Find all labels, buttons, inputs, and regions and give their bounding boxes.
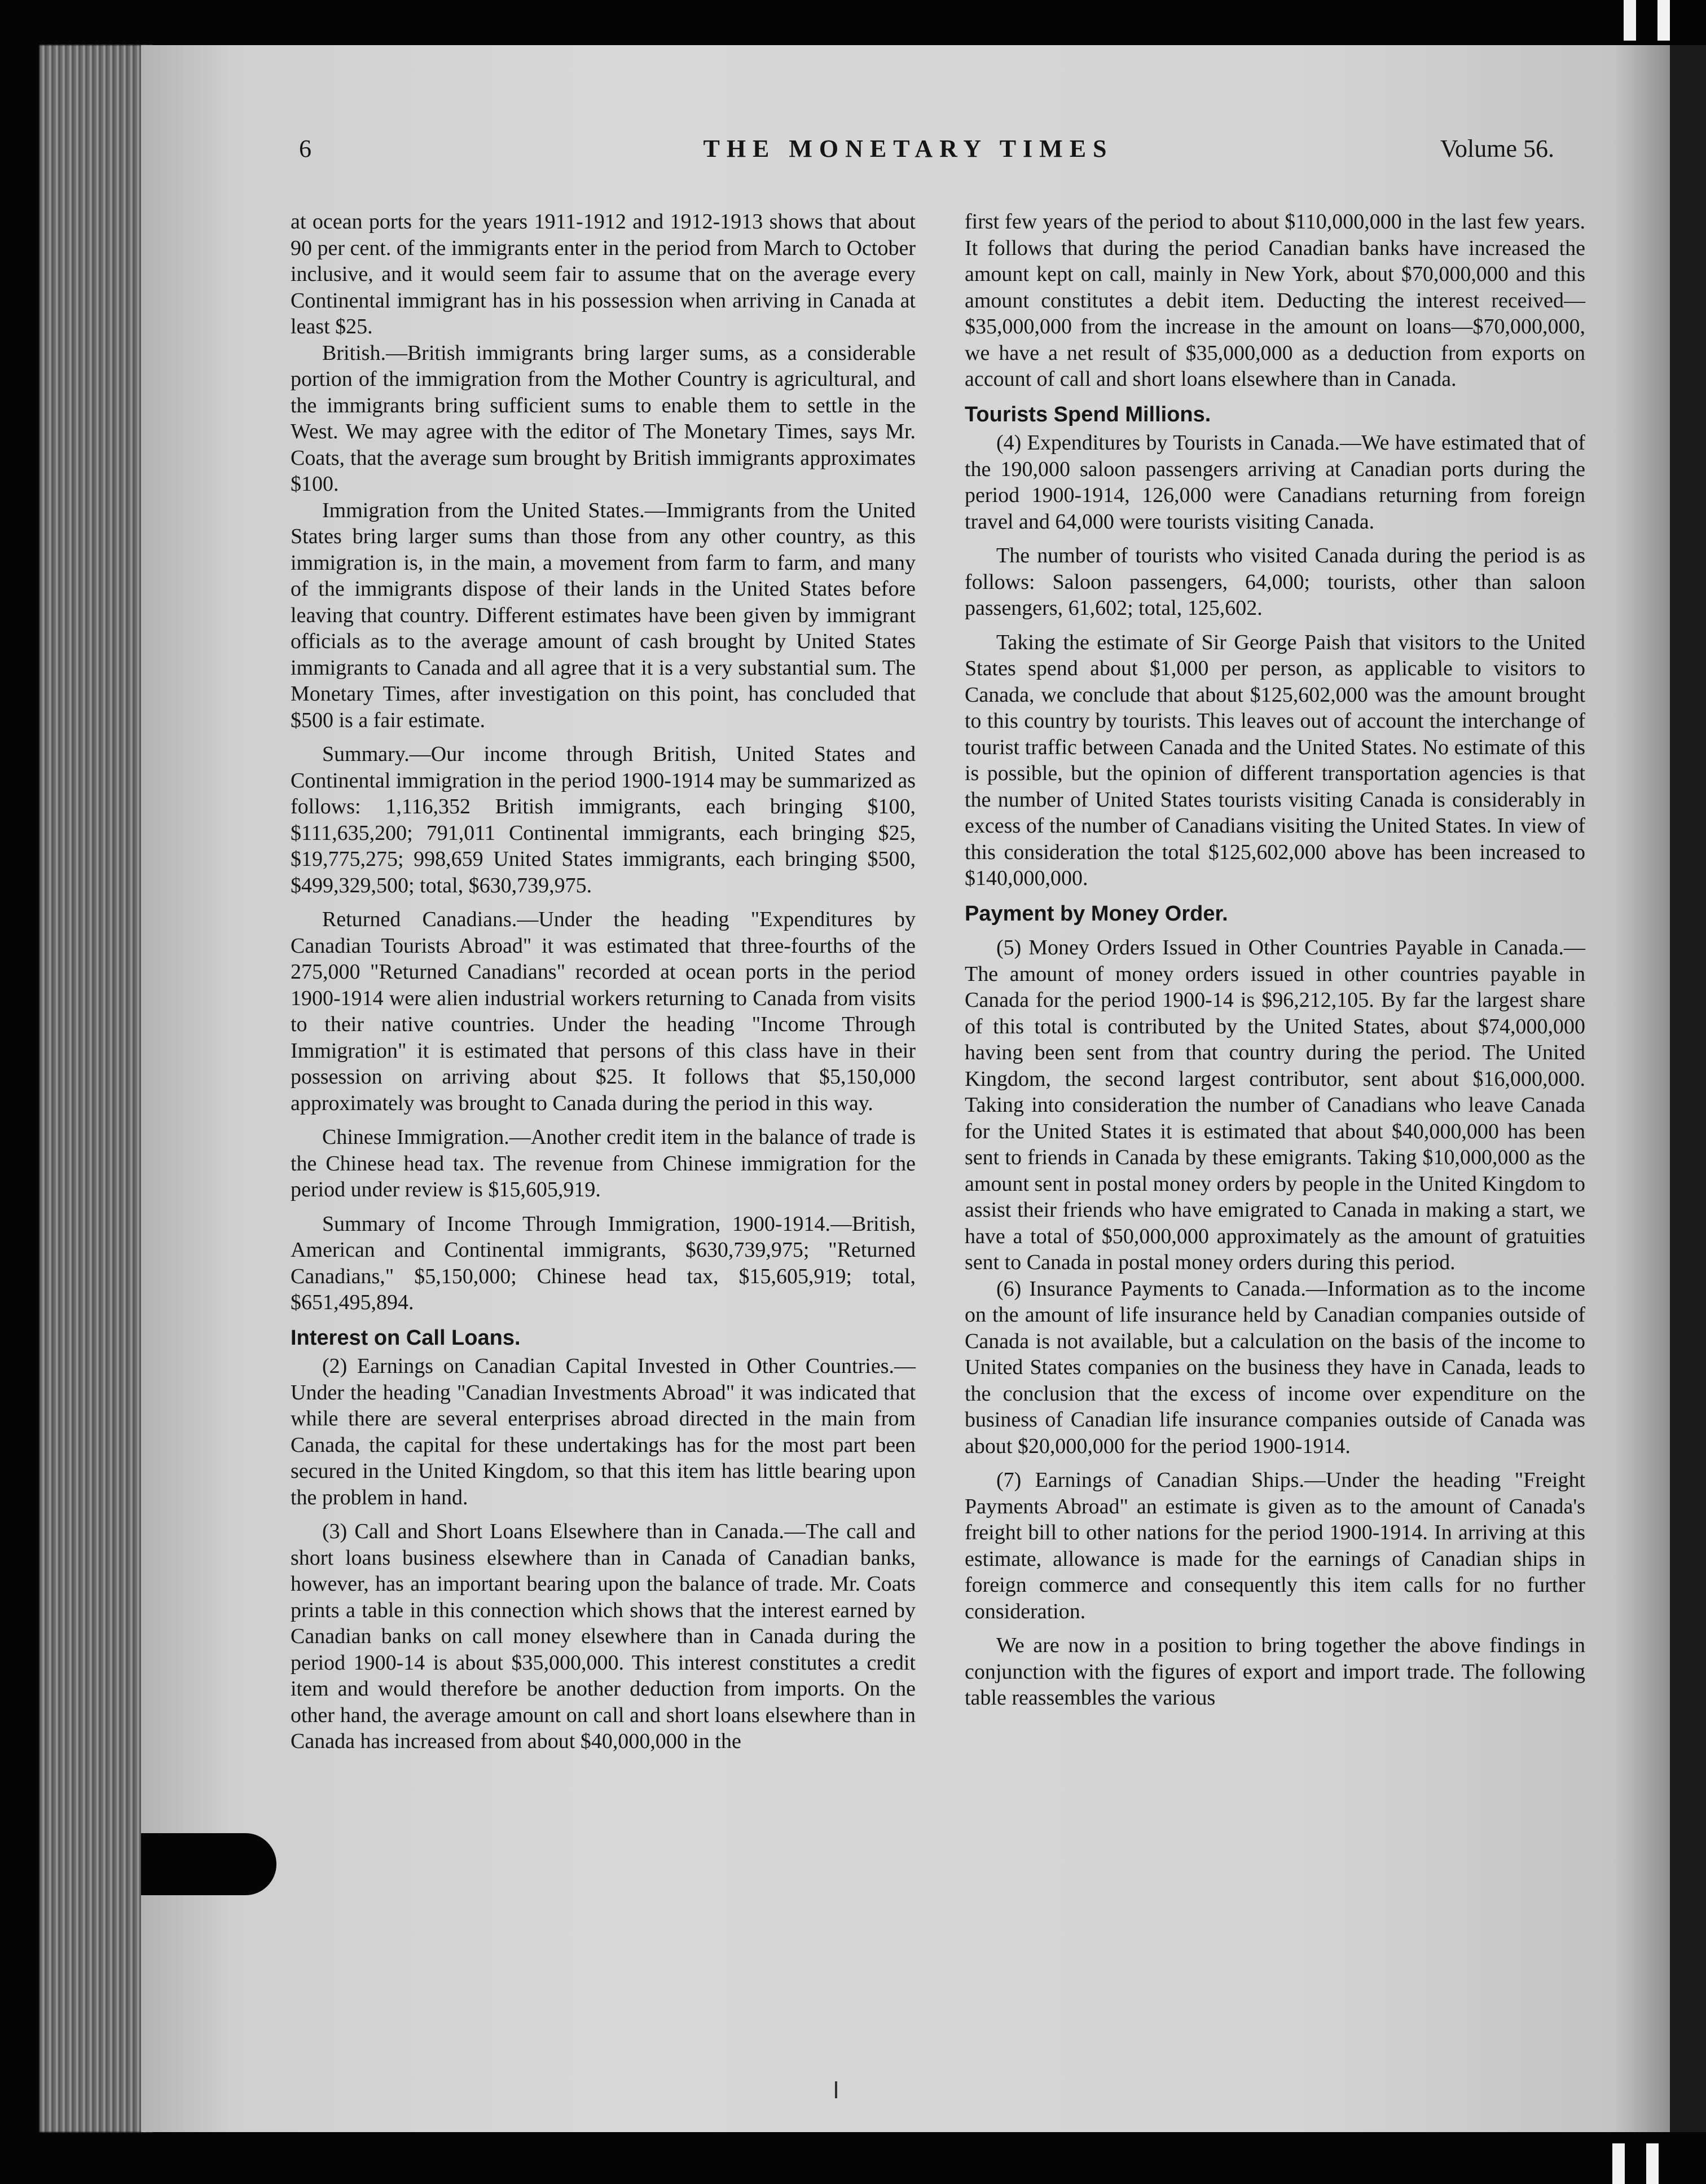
- paragraph: The number of tourists who visited Canada during the period is as follows: Saloon passengers, 64,000; tourists, other than saloon passengers, 61,602; total, 125,602.: [965, 544, 1585, 620]
- paragraph: Returned Canadians.—Under the heading "Expenditures by Canadian Tourists Abroad" it was estimated that three-fourths of the 275,000 "Returned Canadians" recorded at ocean ports in the period 1900-1914 were alien industrial workers returning to Canada from visits to their native countries. Under the heading "Income Through Immigration" it is estimated that persons of this class have in their possession on arriving about $25. It follows that $5,150,000 approximately was brought to Canada during the period in this way.: [291, 908, 916, 1115]
- paragraph: Summary.—Our income through British, United States and Continental immigration in the period 1900-1914 may be summarized as follows: 1,116,352 British immigrants, each bringing $100, $111,635,200; 791,011 Continental immigrants, each bringing $25, $19,775,275; 998,659 United States immigrants, each bringing $500, $499,329,500; total, $630,739,975.: [291, 742, 916, 897]
- book-page-edges: [39, 45, 152, 2132]
- paragraph: Taking the estimate of Sir George Paish that visitors to the United States spend about $1,000 per person, as applicable to visitors to Canada, we conclude that about $125,602,000 was the amount brought to this country by tourists. This leaves out of account the interchange of tourist traffic between Canada and the United States. No estimate of this is possible, but the opinion of different transportation agencies is that the number of United States tourists visiting Canada is considerably in excess of the number of Canadians visiting the United States. In view of this consideration the total $125,602,000 above has been increased to $140,000,000.: [965, 630, 1585, 890]
- paragraph: first few years of the period to about $110,000,000 in the last few years. It follows that during the period Canadian banks have increased the amount kept on call, mainly in New York, about $70,000,000 and this amount constitutes a debit item. Deducting the interest received—$35,000,000 from the increase in the amount on loans—$70,000,000, we have a net result of $35,000,000 as a deduction from exports on account of call and short loans elsewhere than in Canada.: [965, 210, 1585, 391]
- corner-crop-mark: [1657, 0, 1670, 41]
- paragraph: at ocean ports for the years 1911-1912 and 1912-1913 shows that about 90 per cent. of the immigrants enter in the period from March to October inclusive, and it would seem fair to assume that on the average every Continental immigrant has in his possession when arriving in Canada at least $25.: [291, 210, 916, 338]
- paragraph: (6) Insurance Payments to Canada.—Information as to the income on the amount of life insurance held by Canadian companies outside of Canada is not available, but a calculation on the basis of the income to United States companies on the business they have in Canada, leads to the conclusion that the excess of income over expenditure on the business of Canadian life insurance companies outside of Canada was about $20,000,000 for the period 1900-1914.: [965, 1276, 1585, 1458]
- volume-label: Volume 56.: [1440, 135, 1554, 162]
- paragraph: (7) Earnings of Canadian Ships.—Under the heading "Freight Payments Abroad" an estimate is given as to the amount of Canada's freight bill to other nations for the period 1900-1914. In arriving at this estimate, allowance is made for the earnings of Canadian ships in foreign commerce and consequently this item calls for no further consideration.: [965, 1468, 1585, 1623]
- section-heading: Payment by Money Order.: [965, 901, 1228, 926]
- paragraph: Chinese Immigration.—Another credit item in the balance of trade is the Chinese head tax. The revenue from Chinese immigration for the period under review is $15,605,919.: [291, 1125, 916, 1201]
- corner-crop-mark: [1612, 2143, 1625, 2184]
- paragraph: (4) Expenditures by Tourists in Canada.—We have estimated that of the 190,000 saloon passengers arriving at Canadian ports during the period 1900-1914, 126,000 were Canadians returning from foreign travel and 64,000 were tourists visiting Canada.: [965, 431, 1585, 534]
- paragraph: Immigration from the United States.—Immigrants from the United States bring larger sums than those from any other country, as this immigration is, in the main, a movement from farm to farm, and many of the immigrants dispose of their lands in the United States before leaving that country. Different estimates have been given by immigrant officials as to the average amount of cash brought by United States immigrants to Canada and all agree that it is a very substantial sum. The Monetary Times, after investigation on this point, has concluded that $500 is a fair estimate.: [291, 498, 916, 732]
- thumb-shadow: [141, 1833, 276, 1895]
- page-number: 6: [299, 135, 311, 162]
- paragraph: (3) Call and Short Loans Elsewhere than in Canada.—The call and short loans business elsewhere than in Canada of Canadian banks, however, has an important bearing upon the balance of trade. Mr. Coats prints a table in this connection which shows that the interest earned by Canadian banks on call money elsewhere than in Canada during the period 1900-14 is about $35,000,000. This interest constitutes a credit item and would therefore be another deduction from imports. On the other hand, the average amount on call and short loans elsewhere than in Canada has increased from about $40,000,000 in the: [291, 1520, 916, 1753]
- paragraph: (2) Earnings on Canadian Capital Invested in Other Countries.—Under the heading "Canadian Investments Abroad" it was indicated that while there are several enterprises abroad directed in the main from Canada, the capital for these undertakings has for the most part been secured in the United Kingdom, so that this item has little bearing upon the problem in hand.: [291, 1354, 916, 1509]
- corner-crop-mark: [1646, 2143, 1659, 2184]
- scanner-edge: [1670, 45, 1706, 2132]
- right-column: [965, 209, 1585, 1711]
- section-heading: Tourists Spend Millions.: [965, 402, 1211, 426]
- paragraph: Summary of Income Through Immigration, 1900-1914.—British, American and Continental immigrants, $630,739,975; "Returned Canadians," $5,150,000; Chinese head tax, $15,605,919; total, $651,495,894.: [291, 1212, 916, 1314]
- running-header: [141, 134, 1676, 185]
- printer-mark: [835, 2081, 837, 2098]
- section-heading: Interest on Call Loans.: [291, 1326, 521, 1350]
- paragraph: British.—British immigrants bring larger sums, as a considerable portion of the immigration from the Mother Country is agricultural, and the immigrants bring sufficient sums to enable them to settle in the West. We may agree with the editor of The Monetary Times, says Mr. Coats, that the average sum brought by British immigrants approximates $100.: [291, 341, 916, 496]
- publication-title: THE MONETARY TIMES: [703, 135, 1114, 162]
- paragraph: (5) Money Orders Issued in Other Countries Payable in Canada.—The amount of money orders issued in other countries payable in Canada for the period 1900-14 is $96,212,105. By far the largest share of this total is contributed by the United States, about $74,000,000 having been sent from that country during the period. The United Kingdom, the second largest contributor, sent about $16,000,000. Taking into consideration the number of Canadians who leave Canada for the United States it is estimated that about $40,000,000 has been sent to friends in Canada by these emigrants. Taking $10,000,000 as the amount sent in postal money orders by people in the United Kingdom to assist their friends who have emigrated to Canada in making a start, we have a total of $50,000,000 approximately as the amount of gratuities sent to Canada in postal money orders during this period.: [965, 936, 1585, 1274]
- corner-crop-mark: [1624, 0, 1636, 41]
- paragraph: We are now in a position to bring together the above findings in conjunction with the figures of export and import trade. The following table reassembles the various: [965, 1633, 1585, 1710]
- left-column: [291, 209, 916, 1755]
